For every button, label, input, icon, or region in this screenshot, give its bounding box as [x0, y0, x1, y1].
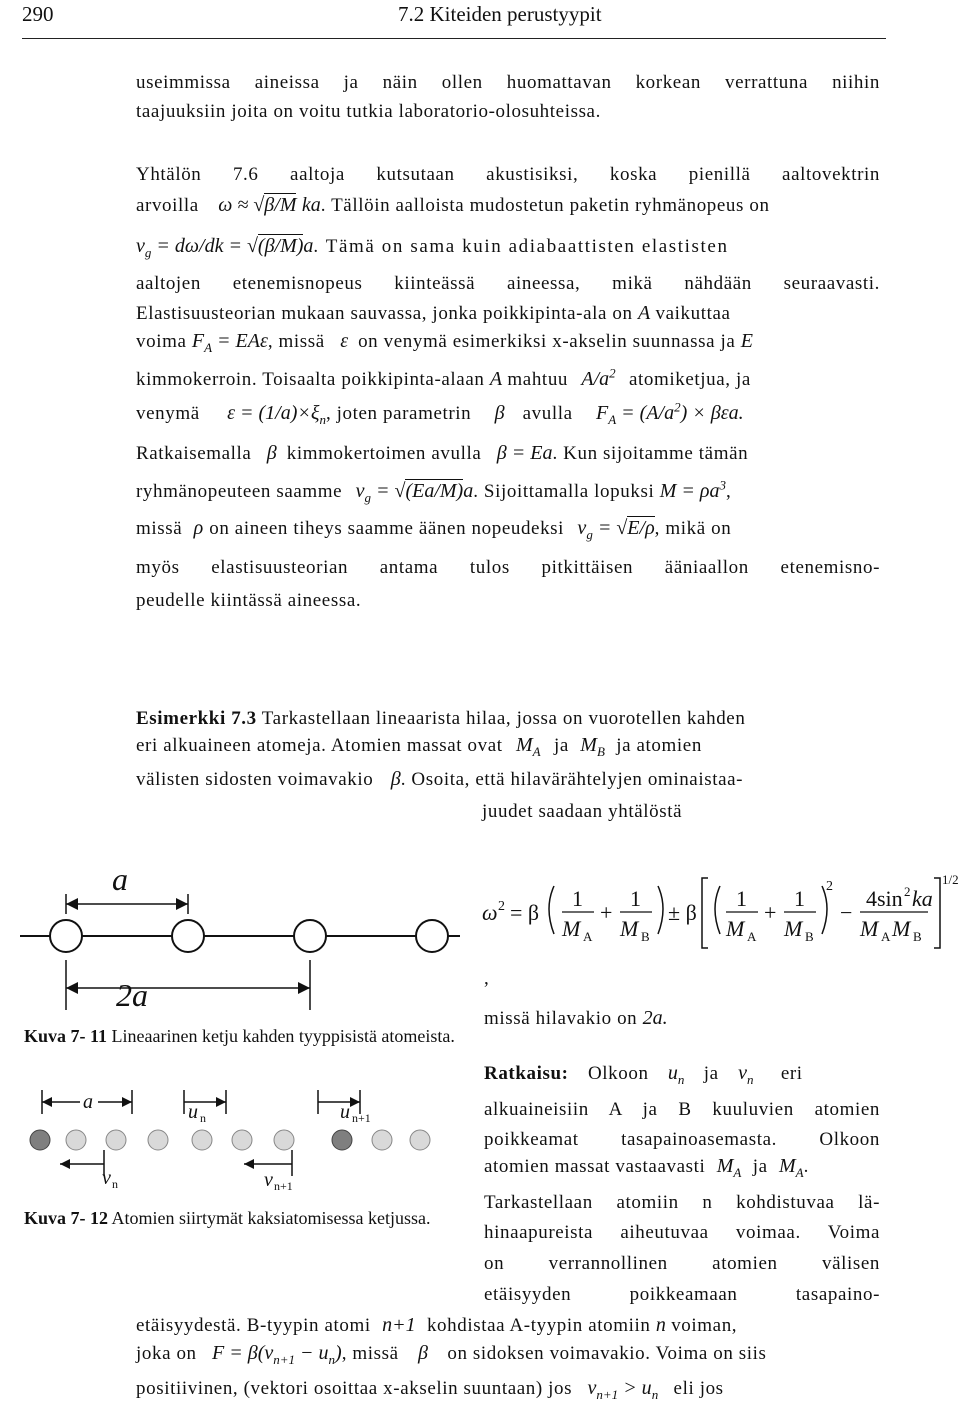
body-line-13: peudelle kiintässä aineessa. [136, 590, 362, 611]
svg-text:2: 2 [904, 884, 911, 899]
solution-line-6: hinaapureista aiheutuvaa voimaa. Voima [484, 1222, 880, 1243]
section-title: 7.2 Kiteiden perustyypit [398, 2, 602, 26]
svg-text:+: + [764, 900, 777, 925]
svg-text:2: 2 [498, 899, 505, 914]
svg-text:A: A [583, 929, 593, 944]
fig12-label-vn1: v [264, 1169, 273, 1191]
svg-text:B: B [805, 929, 814, 944]
lattice-constant-text: missä hilavakio on 2a. [484, 1007, 668, 1029]
body-line-9: Ratkaisemalla β kimmokertoimen avulla β = Ea. Kun sijoitamme tämän [136, 442, 749, 464]
body-line-1: Yhtälön 7.6 aaltoja kutsutaan akustisiksi, koska pienillä aaltovektrin [136, 164, 880, 185]
body-line-2: arvoilla ω ≈ √β/M ka. Tällöin aalloista mudostetun paketin ryhmänopeus on [136, 194, 770, 216]
example-line-3: välisten sidosten voimavakio β. Osoita, että hilavärähtelyjen ominaistaa- [136, 768, 744, 790]
svg-text:B: B [913, 929, 922, 944]
example-line-1: Esimerkki 7.3 Tarkastellaan lineaarista hilaa, jossa on vuorotellen kahden [136, 708, 746, 729]
example-line-4: juudet saadaan yhtälöstä [482, 801, 683, 822]
solution-line-2: alkuaineisiin A ja B kuuluvien atomien [484, 1099, 880, 1120]
body-line-5: Elastisuusteorian mukaan sauvassa, jonka poikkipinta-ala on A vaikuttaa [136, 302, 731, 324]
figure-7-11 [20, 860, 460, 1020]
solution-line-8: etäisyyden poikkeamaan tasapaino- [484, 1284, 880, 1305]
solution-line-7: on verrannollinen atomien välisen [484, 1253, 880, 1274]
svg-text:A: A [881, 929, 891, 944]
fig12-label-un1-sub: n+1 [352, 1111, 371, 1125]
fig12-label-un-sub: n [200, 1111, 206, 1125]
solution-line-1: Ratkaisu: Olkoon $u_n$ ja $v_n$ eri [484, 1062, 803, 1087]
equation-comma: , [484, 968, 490, 989]
fig12-label-a: a [83, 1091, 93, 1113]
fig11-label-a: a [112, 861, 128, 897]
intro-line-1: useimmissa aineissa ja näin ollen huomattavan korkean verrattuna niihin [136, 72, 880, 93]
svg-text:M: M [726, 916, 745, 941]
body-line-4: aaltojen etenemisnopeus kiinteässä aineessa, mikä nähdään seuraavasti. [136, 273, 880, 294]
svg-text:M: M [892, 916, 911, 941]
svg-text:M: M [784, 916, 803, 941]
svg-text:M: M [620, 916, 639, 941]
svg-text:ka: ka [912, 886, 933, 911]
svg-text:A: A [747, 929, 757, 944]
fig12-label-un1: u [340, 1101, 350, 1123]
svg-text:1: 1 [630, 886, 641, 911]
svg-text:1: 1 [736, 886, 747, 911]
example-line-2: eri alkuaineen atomeja. Atomien massat ovat $M_A$ ja $M_B$ ja atomien [136, 734, 702, 759]
solution-line-9: etäisyydestä. B-tyypin atomi n+1 kohdistaa A-tyypin atomiin n voiman, [136, 1314, 738, 1336]
svg-text:± β: ± β [668, 900, 697, 925]
svg-text:M: M [860, 916, 879, 941]
figure-7-12 [20, 1088, 460, 1198]
figure-7-11-caption: Kuva 7- 11 Lineaarinen ketju kahden tyyppisistä atomeista. [24, 1026, 455, 1046]
fig12-label-vn: v [102, 1167, 111, 1189]
svg-text:1/2: 1/2 [942, 872, 959, 887]
solution-line-4: atomien massat vastaavasti $M_A$ ja $M_A$. [484, 1155, 809, 1180]
fig12-label-vn-sub: n [112, 1177, 118, 1191]
svg-text:2: 2 [826, 879, 833, 894]
solution-line-11: positiivinen, (vektori osoittaa x-akselin suuntaan) jos $v_{n+1} > u_n$ eli jos [136, 1377, 724, 1402]
body-line-10: ryhmänopeuteen saamme $v_g = √(Ea/M)a$. Sijoittamalla lopuksi $M = \rho a^3$, [136, 477, 732, 505]
svg-text:+: + [600, 900, 613, 925]
body-line-8: venymä $\varepsilon = (1/a)\times\xi_n$, joten parametrin β avulla $F_A = (A/a^2) \times \beta\varepsilon a$. [136, 399, 744, 427]
figure-7-12-caption: Kuva 7- 12 Atomien siirtymät kaksiatomisessa ketjussa. [24, 1208, 431, 1228]
svg-text:1: 1 [572, 886, 583, 911]
body-line-3: $v_g = d\omega/dk = √(\beta/M)a$. Tämä on sama kuin adiabaattisten elastisten [136, 235, 729, 260]
svg-text:ω: ω [482, 900, 498, 925]
page-number: 290 [22, 2, 54, 26]
solution-line-3: poikkeamat tasapainoasemasta. Olkoon [484, 1129, 880, 1150]
svg-text:−: − [840, 900, 853, 925]
intro-line-2: taajuuksiin joita on voitu tutkia laboratorio-olosuhteissa. [136, 101, 601, 122]
dispersion-equation [482, 868, 960, 958]
svg-text:1: 1 [794, 886, 805, 911]
fig12-label-un: u [188, 1101, 198, 1123]
solution-line-5: Tarkastellaan atomiin n kohdistuvaa lä- [484, 1192, 880, 1213]
solution-line-10: joka on $F = \beta(v_{n+1} - u_n)$, missä β on sidoksen voimavakio. Voima on siis [136, 1342, 767, 1367]
svg-text:M: M [562, 916, 581, 941]
fig12-label-vn1-sub: n+1 [274, 1179, 293, 1193]
svg-text:4sin: 4sin [866, 886, 903, 911]
body-line-11: missä ρ on aineen tiheys saamme äänen nopeudeksi $v_g = √E/\rho$, mikä on [136, 517, 732, 542]
body-line-12: myös elastisuusteorian antama tulos pitkittäisen ääniaallon etenemisno- [136, 557, 880, 578]
svg-text:= β: = β [510, 900, 540, 925]
header-rule [22, 38, 886, 39]
svg-text:B: B [641, 929, 650, 944]
body-line-7: kimmokerroin. Toisaalta poikkipinta-alaan A mahtuu $A/a^2$ atomiketjua, ja [136, 365, 751, 390]
fig11-label-2a: 2a [116, 977, 148, 1013]
body-line-6: voima $F_A = EA\varepsilon$, missä ε on venymä esimerkiksi x-akselin suunnassa ja E [136, 330, 753, 355]
